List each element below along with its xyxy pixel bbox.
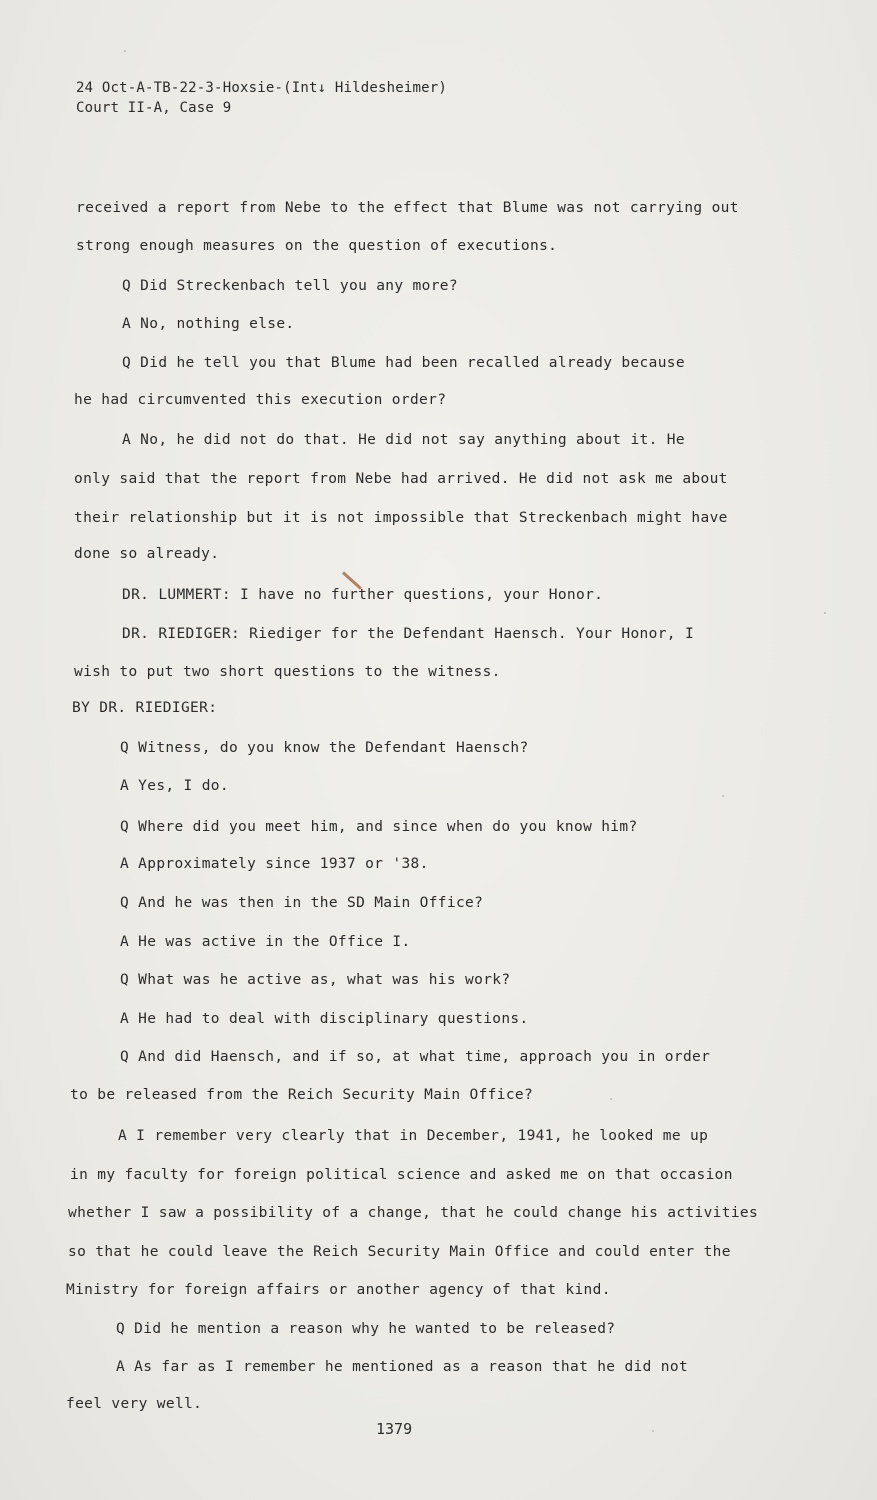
transcript-line: he had circumvented this execution order? (74, 392, 447, 408)
transcript-line: Q What was he active as, what was his work? (120, 972, 511, 988)
transcript-line: Ministry for foreign affairs or another agency of that kind. (66, 1282, 611, 1298)
transcript-line: A He had to deal with disciplinary questions. (120, 1011, 529, 1027)
transcript-line: Q And he was then in the SD Main Office? (120, 895, 484, 911)
transcript-line: A Yes, I do. (120, 778, 229, 794)
transcript-line: received a report from Nebe to the effect that Blume was not carrying out (76, 200, 739, 216)
transcript-line: Q Where did you meet him, and since when do you know him? (120, 819, 638, 835)
transcript-line: feel very well. (66, 1396, 203, 1412)
transcript-line: BY DR. RIEDIGER: (72, 700, 218, 716)
paper-speck (610, 1098, 612, 1100)
transcript-line: A As far as I remember he mentioned as a reason that he did not (116, 1359, 689, 1375)
transcript-line: whether I saw a possibility of a change, that he could change his activities (68, 1205, 759, 1221)
header-case-reference: 24 Oct-A-TB-22-3-Hoxsie-(Int↓ Hildesheimer) (76, 80, 448, 96)
transcript-line: A Approximately since 1937 or '38. (120, 856, 429, 872)
page-number: 1379 (376, 1420, 413, 1438)
transcript-line: Q Did he mention a reason why he wanted to be released? (116, 1321, 616, 1337)
transcript-line: only said that the report from Nebe had arrived. He did not ask me about (74, 471, 728, 487)
transcript-line: strong enough measures on the question of executions. (76, 238, 558, 254)
transcript-line: A No, he did not do that. He did not say anything about it. He (122, 432, 685, 448)
transcript-line: to be released from the Reich Security Main Office? (70, 1087, 534, 1103)
document-header (76, 78, 447, 118)
transcript-line: A I remember very clearly that in December, 1941, he looked me up (118, 1128, 709, 1144)
transcript-line: in my faculty for foreign political science and asked me on that occasion (70, 1167, 733, 1183)
transcript-line: Q Witness, do you know the Defendant Haensch? (120, 740, 529, 756)
paper-speck (722, 795, 724, 797)
transcript-line: A No, nothing else. (122, 316, 295, 332)
transcript-line: done so already. (74, 546, 220, 562)
transcript-line: Q And did Haensch, and if so, at what time, approach you in order (120, 1049, 711, 1065)
transcript-line: their relationship but it is not impossible that Streckenbach might have (74, 510, 728, 526)
transcript-line: so that he could leave the Reich Security Main Office and could enter the (68, 1244, 731, 1260)
transcript-line: DR. RIEDIGER: Riediger for the Defendant Haensch. Your Honor, I (122, 626, 695, 642)
header-court: Court II-A, Case 9 (76, 100, 232, 116)
paper-speck (124, 50, 126, 52)
transcript-line: wish to put two short questions to the witness. (74, 664, 501, 680)
transcript-line: Q Did he tell you that Blume had been recalled already because (122, 355, 685, 371)
paper-speck (824, 612, 826, 614)
transcript-line: DR. LUMMERT: I have no further questions, your Honor. (122, 587, 604, 603)
transcript-line: A He was active in the Office I. (120, 934, 411, 950)
transcript-line: Q Did Streckenbach tell you any more? (122, 278, 458, 294)
paper-speck (652, 1430, 654, 1432)
